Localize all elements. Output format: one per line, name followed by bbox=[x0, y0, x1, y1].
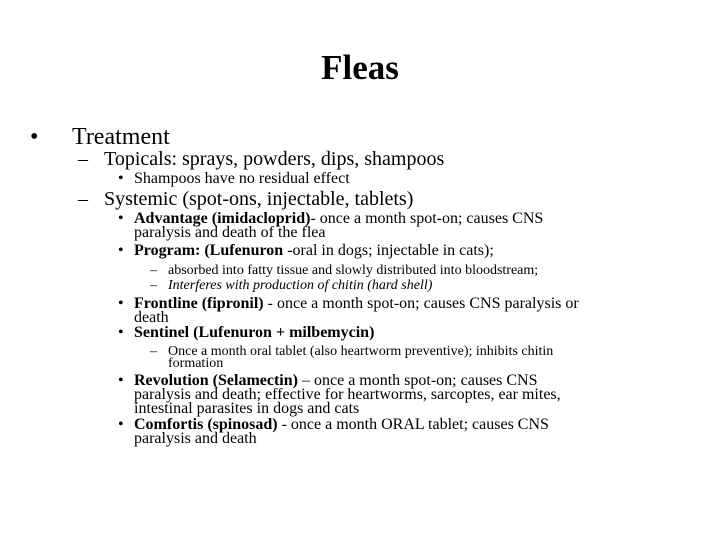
dash-marker: – bbox=[78, 148, 88, 170]
sentinel-subitem-continuation: formation bbox=[168, 356, 224, 371]
comfortis-continuation: paralysis and death bbox=[134, 430, 257, 447]
advantage-continuation: paralysis and death of the flea bbox=[134, 224, 326, 241]
drug-name-program: Program: (Lufenuron bbox=[134, 242, 284, 259]
bullet-marker: • bbox=[118, 210, 124, 227]
revolution-description: – once a month spot-on; causes CNS bbox=[297, 372, 538, 389]
systemic-item: Systemic (spot-ons, injectable, tablets) bbox=[104, 188, 414, 210]
bullet-marker: • bbox=[118, 416, 124, 433]
program-item bbox=[134, 244, 494, 258]
topicals-item: Topicals: sprays, powders, dips, shampoos bbox=[104, 148, 445, 170]
frontline-continuation: death bbox=[134, 309, 169, 326]
dash-marker: – bbox=[150, 278, 157, 293]
frontline-description: - once a month spot-on; causes CNS paralysis or bbox=[263, 295, 579, 312]
drug-name-frontline: Frontline (fipronil) bbox=[134, 295, 264, 312]
sentinel-subitem: Once a month oral tablet (also heartworm preventive); inhibits chitin bbox=[168, 344, 554, 359]
drug-name-sentinel: Sentinel (Lufenuron + milbemycin) bbox=[134, 324, 375, 341]
bullet-marker: • bbox=[30, 124, 39, 150]
drug-name-advantage: Advantage (imidacloprid) bbox=[134, 210, 311, 227]
program-description: -oral in dogs; injectable in cats); bbox=[283, 242, 494, 259]
revolution-continuation-1: paralysis and death; effective for heartworms, sarcoptes, ear mites, bbox=[134, 386, 561, 403]
bullet-marker: • bbox=[118, 242, 124, 259]
drug-name-comfortis: Comfortis (spinosad) bbox=[134, 416, 278, 433]
program-subitem-absorbed: absorbed into fatty tissue and slowly distributed into bloodstream; bbox=[168, 263, 539, 278]
shampoos-item: Shampoos have no residual effect bbox=[134, 170, 350, 187]
slide-title: Fleas bbox=[321, 48, 399, 87]
program-subitem-chitin: Interferes with production of chitin (hard shell) bbox=[168, 278, 433, 293]
dash-marker: – bbox=[150, 263, 157, 278]
frontline-item bbox=[134, 297, 579, 311]
treatment-heading: Treatment bbox=[72, 124, 170, 150]
dash-marker: – bbox=[78, 188, 88, 210]
dash-marker: – bbox=[150, 344, 157, 359]
bullet-marker: • bbox=[118, 372, 124, 389]
bullet-marker: • bbox=[118, 324, 124, 341]
advantage-description: - once a month spot-on; causes CNS bbox=[310, 210, 544, 227]
bullet-marker: • bbox=[118, 170, 124, 187]
revolution-continuation-2: intestinal parasites in dogs and cats bbox=[134, 400, 360, 417]
drug-name-revolution: Revolution (Selamectin) bbox=[134, 372, 298, 389]
bullet-marker: • bbox=[118, 295, 124, 312]
comfortis-description: - once a month ORAL tablet; causes CNS bbox=[277, 416, 549, 433]
